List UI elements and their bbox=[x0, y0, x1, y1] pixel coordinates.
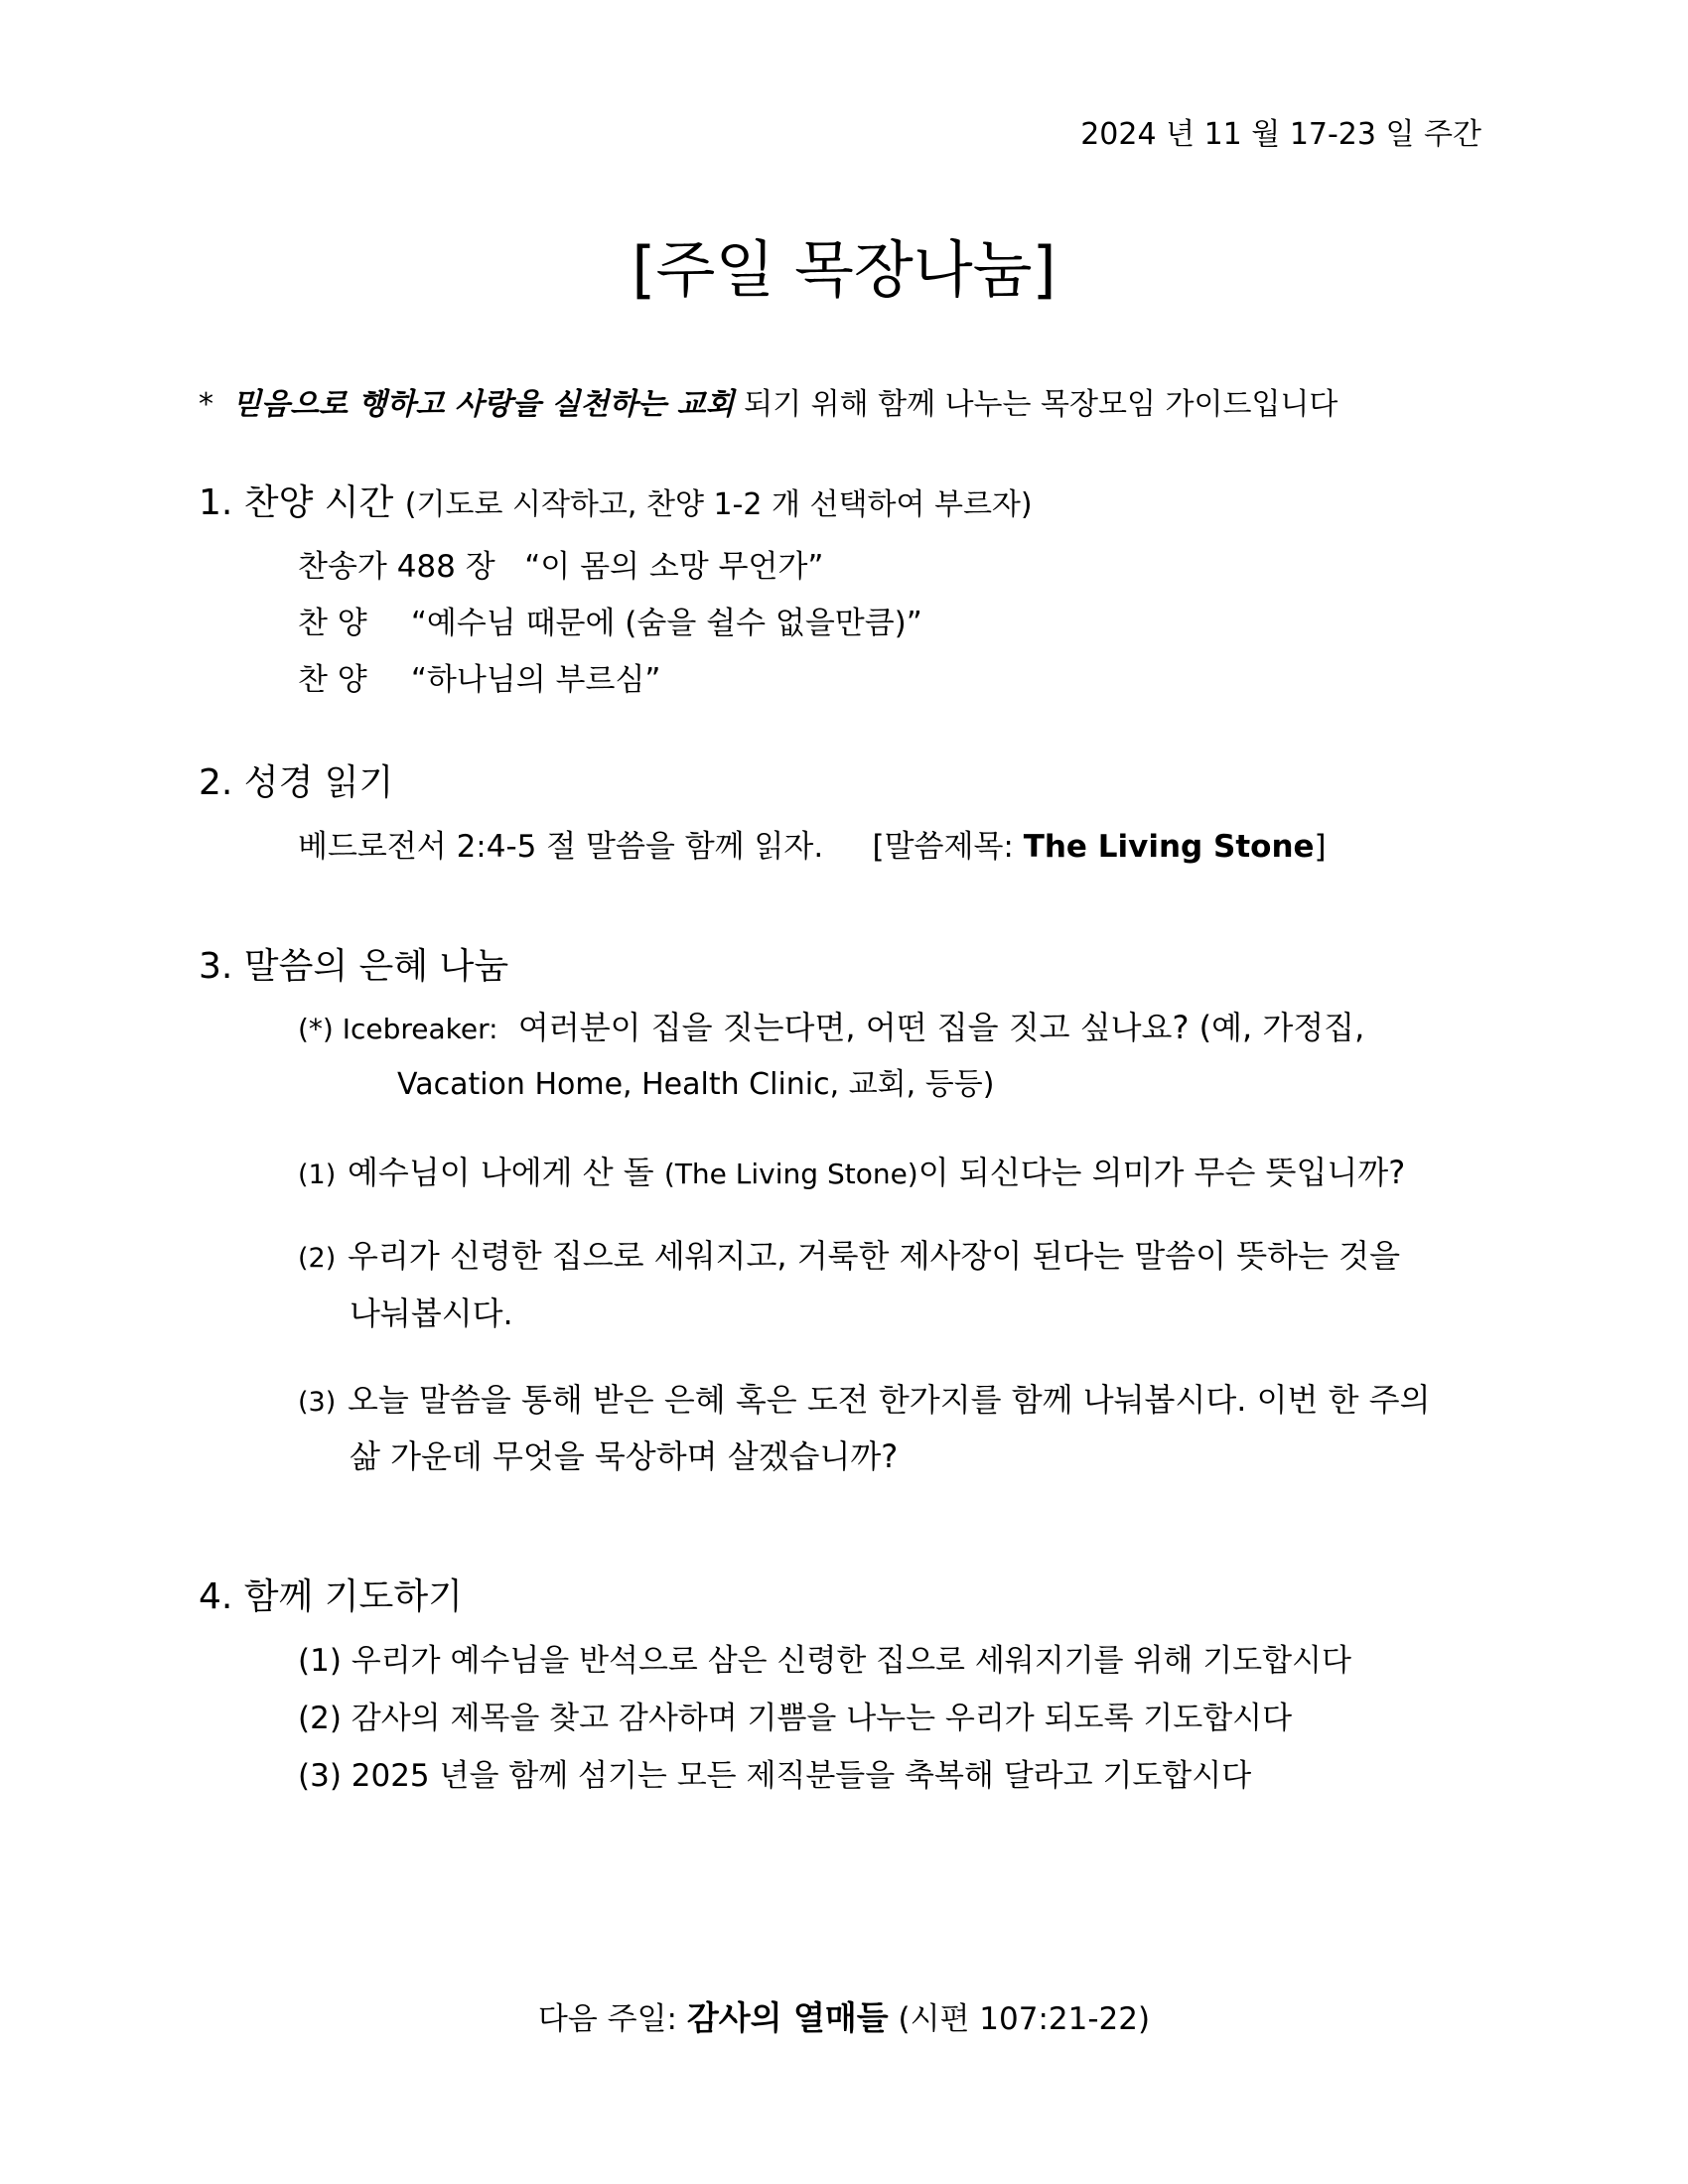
question-text: 우리가 신령한 집으로 세워지고, 거룩한 제사장이 된다는 말씀이 뜻하는 것을 bbox=[348, 1237, 1400, 1275]
question-1 bbox=[298, 1148, 1405, 1193]
section2-heading: 2. 성경 읽기 bbox=[199, 762, 394, 803]
song-item bbox=[298, 598, 922, 642]
section1-heading bbox=[199, 475, 1033, 525]
next-sunday bbox=[0, 1992, 1688, 2039]
question-3 bbox=[298, 1375, 1431, 1421]
song-item bbox=[298, 541, 823, 586]
intro-star: * bbox=[199, 387, 213, 422]
icebreaker-question: 여러분이 집을 짓는다면, 어떤 집을 짓고 싶나요? (예, 가정집, bbox=[517, 1009, 1365, 1046]
song-item bbox=[298, 654, 660, 699]
next-sunday-title: 감사의 열매들 bbox=[686, 1998, 889, 2037]
song-label: 찬송가 488 장 bbox=[298, 549, 495, 585]
page-title: [주일 목장나눔] bbox=[632, 233, 1056, 306]
intro-line bbox=[199, 379, 1337, 423]
question-2 bbox=[298, 1231, 1400, 1277]
question-2-cont: 나눠봅시다. bbox=[350, 1295, 513, 1332]
icebreaker bbox=[298, 1003, 1364, 1048]
prayer-item: (3) 2025 년을 함께 섬기는 모든 제직분들을 축복해 달라고 기도합시다 bbox=[298, 1758, 1252, 1794]
question-paren: (The Living Stone) bbox=[663, 1158, 918, 1190]
sermon-suffix: ] bbox=[1314, 829, 1327, 865]
song-title: “이 몸의 소망 무언가” bbox=[524, 549, 824, 585]
question-text-cont: 이 되신다는 의미가 무슨 뜻입니까? bbox=[917, 1154, 1406, 1191]
question-text: 예수님이 나에게 산 돌 bbox=[348, 1154, 654, 1191]
section3-heading: 3. 말씀의 은혜 나눔 bbox=[199, 946, 509, 987]
prayer-item: (2) 감사의 제목을 찾고 감사하며 기쁨을 나누는 우리가 되도록 기도합시다 bbox=[298, 1701, 1293, 1736]
sermon-title: The Living Stone bbox=[1023, 829, 1315, 865]
question-number: (2) bbox=[298, 1243, 337, 1274]
question-3-cont: 삶 가운데 무엇을 묵상하며 살겠습니까? bbox=[350, 1437, 899, 1475]
intro-rest: 되기 위해 함께 나누는 목장모임 가이드입니다 bbox=[744, 387, 1338, 422]
prayer-item: (1) 우리가 예수님을 반석으로 삼은 신령한 집으로 세워지기를 위해 기도합시다 bbox=[298, 1643, 1351, 1679]
reading-text: 베드로전서 2:4-5 절 말씀을 함께 읽자. bbox=[298, 829, 824, 865]
icebreaker-question-cont: Vacation Home, Health Clinic, 교회, 등등) bbox=[397, 1067, 995, 1102]
section1-note: (기도로 시작하고, 찬양 1-2 개 선택하여 부르자) bbox=[404, 487, 1033, 522]
icebreaker-label: (*) Icebreaker: bbox=[298, 1013, 498, 1045]
next-sunday-ref: (시편 107:21-22) bbox=[898, 2001, 1151, 2037]
date-range: 2024 년 11 월 17-23 일 주간 bbox=[1080, 117, 1481, 152]
next-sunday-prefix: 다음 주일: bbox=[537, 2001, 677, 2037]
bible-reading bbox=[298, 821, 1327, 866]
song-title: “예수님 때문에 (숨을 쉴수 없을만큼)” bbox=[410, 606, 922, 641]
section1-title: 1. 찬양 시간 bbox=[199, 482, 394, 523]
question-number: (3) bbox=[298, 1387, 337, 1418]
question-number: (1) bbox=[298, 1160, 337, 1190]
song-label: 찬 양 bbox=[298, 662, 367, 698]
intro-emphasis: 믿음으로 행하고 사랑을 실천하는 교회 bbox=[232, 387, 735, 422]
section4-heading: 4. 함께 기도하기 bbox=[199, 1576, 463, 1617]
song-label: 찬 양 bbox=[298, 606, 367, 641]
question-text: 오늘 말씀을 통해 받은 은혜 혹은 도전 한가지를 함께 나눠봅시다. 이번 한 주의 bbox=[348, 1381, 1431, 1419]
sermon-prefix: [말씀제목: bbox=[872, 829, 1014, 865]
song-title: “하나님의 부르심” bbox=[410, 662, 661, 698]
